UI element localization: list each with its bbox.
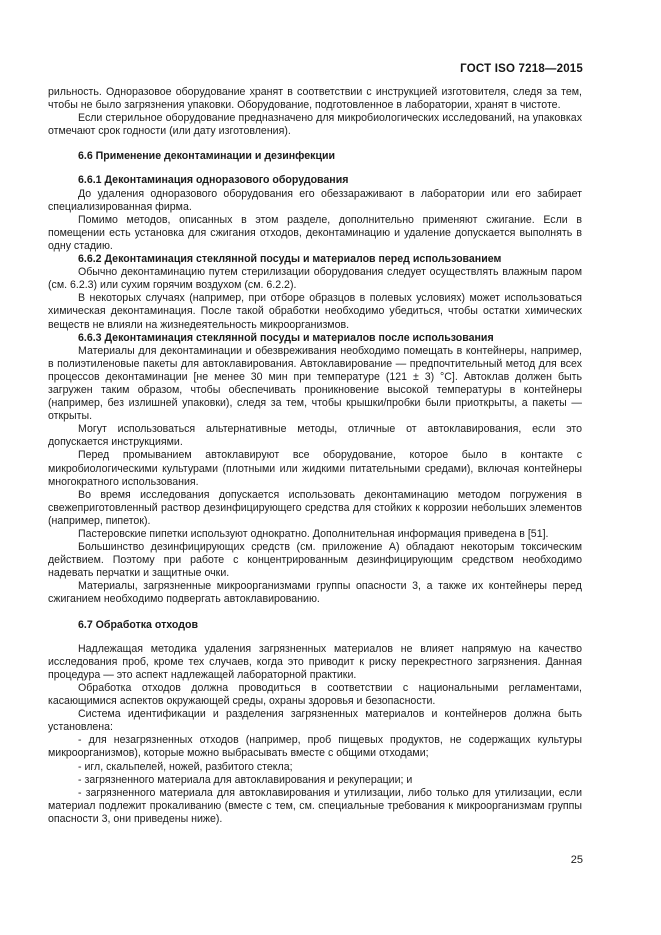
section-heading: 6.6 Применение деконтаминации и дезинфекции [78,150,335,163]
paragraph: Система идентификации и разделения загрязненных материалов и контейнеров должна быть установлена: [48,708,582,734]
subsection-heading: 6.6.3 Деконтаминация стеклянной посуды и материалов после использования [78,331,494,344]
paragraph: Обычно деконтаминацию путем стерилизации оборудования следует осуществлять влажным паром (см. 6.2.3) или сухим горячим воздухом (см. 6.2.2). [48,266,582,292]
paragraph: В некоторых случаях (например, при отборе образцов в полевых условиях) может использоваться химическая деконтаминация. После такой обработки необходимо убедиться, чтобы остатки химических веществ не влияли на жизнедеятельность микроорганизмов. [48,292,582,331]
paragraph: Помимо методов, описанных в этом разделе, дополнительно применяют сжигание. Если в помещении есть установка для сжигания отходов, деконтаминацию и удаление допускается выполнять в одну стадию. [48,213,582,252]
paragraph: Материалы для деконтаминации и обезвреживания необходимо помещать в контейнеры, например, в полиэтиленовые пакеты для автоклавирования. Автоклавирование — предпочтительный метод для всех процессов деконтаминации [не менее 30 мин при температуре (121 ± 3) °С]. Автоклав должен быть загружен таким образом, чтобы обеспечивать проникновение высокой температуры в контейнеры (например, без излишней упаковки), следя за тем, чтобы крышки/пробки были приоткрыты, а пакеты — открыты. [48,344,582,423]
paragraph: Надлежащая методика удаления загрязненных материалов не влияет напрямую на качество исследования проб, кроме тех случаев, когда это приводит к риску перекрестного загрязнения. Данная процедура — это аспект надлежащей лабораторной практики. [48,642,582,681]
paragraph: Материалы, загрязненные микроорганизмами группы опасности 3, а также их контейнеры перед сжиганием необходимо подвергать автоклавированию. [48,580,582,606]
paragraph-continuation: рильность. Одноразовое оборудование хранят в соответствии с инструкцией изготовителя, следя за тем, чтобы не было загрязнения упаковки. Оборудование, подготовленное в лаборатории, хранят в чистоте. [48,86,582,112]
subsection-heading: 6.6.2 Деконтаминация стеклянной посуды и материалов перед использованием [78,253,502,266]
document-header-standard-number: ГОСТ ISO 7218—2015 [460,63,583,75]
list-item: - игл, скальпелей, ножей, разбитого стекла; [78,760,293,773]
page-number: 25 [570,854,583,866]
list-item: - загрязненного материала для автоклавирования и рекуперации; и [78,773,413,786]
list-item: - для незагрязненных отходов (например, проб пищевых продуктов, не содержащих культуры микроорганизмов), которые можно выбрасывать вместе с общими отходами; [48,734,582,760]
paragraph: Большинство дезинфицирующих средств (см. приложение А) обладают некоторым токсическим действием. Поэтому при работе с концентрированным дезинфицирующим средством необходимо надевать перчатки и защитные очки. [48,541,582,580]
subsection-heading: 6.6.1 Деконтаминация одноразового оборудования [78,174,349,187]
paragraph: Обработка отходов должна проводиться в соответствии с национальными регламентами, касающимися аспектов окружающей среды, охраны здоровья и безопасности. [48,681,582,708]
content [48,86,582,826]
paragraph: До удаления одноразового оборудования его обеззараживают в лаборатории или его забирает специализированная фирма. [48,187,582,213]
paragraph: Во время исследования допускается использовать деконтаминацию методом погружения в свежеприготовленный раствор дезинфицирующего средства для стойких к коррозии небольших элементов (например, пипеток). [48,488,582,527]
paragraph: Пастеровские пипетки используют однократно. Дополнительная информация приведена в [51]. [78,528,549,540]
paragraph: Если стерильное оборудование предназначено для микробиологических исследований, на упаковках отмечают срок годности (или дату изготовления). [48,112,582,138]
section-heading: 6.7 Обработка отходов [78,618,198,631]
paragraph: Могут использоваться альтернативные методы, отличные от автоклавирования, если это допускается инструкциями. [48,423,582,449]
list-item: - загрязненного материала для автоклавирования и утилизации, либо только для утилизации, если материал подлежит прокаливанию (вместе с тем, см. специальные требования к микроорганизмам группы опасности 3, они приведены ниже). [48,786,582,825]
paragraph: Перед промыванием автоклавируют все оборудование, которое было в контакте с микробиологическими культурами (плотными или жидкими питательными средами), включая контейнеры многократного использования. [48,449,582,488]
